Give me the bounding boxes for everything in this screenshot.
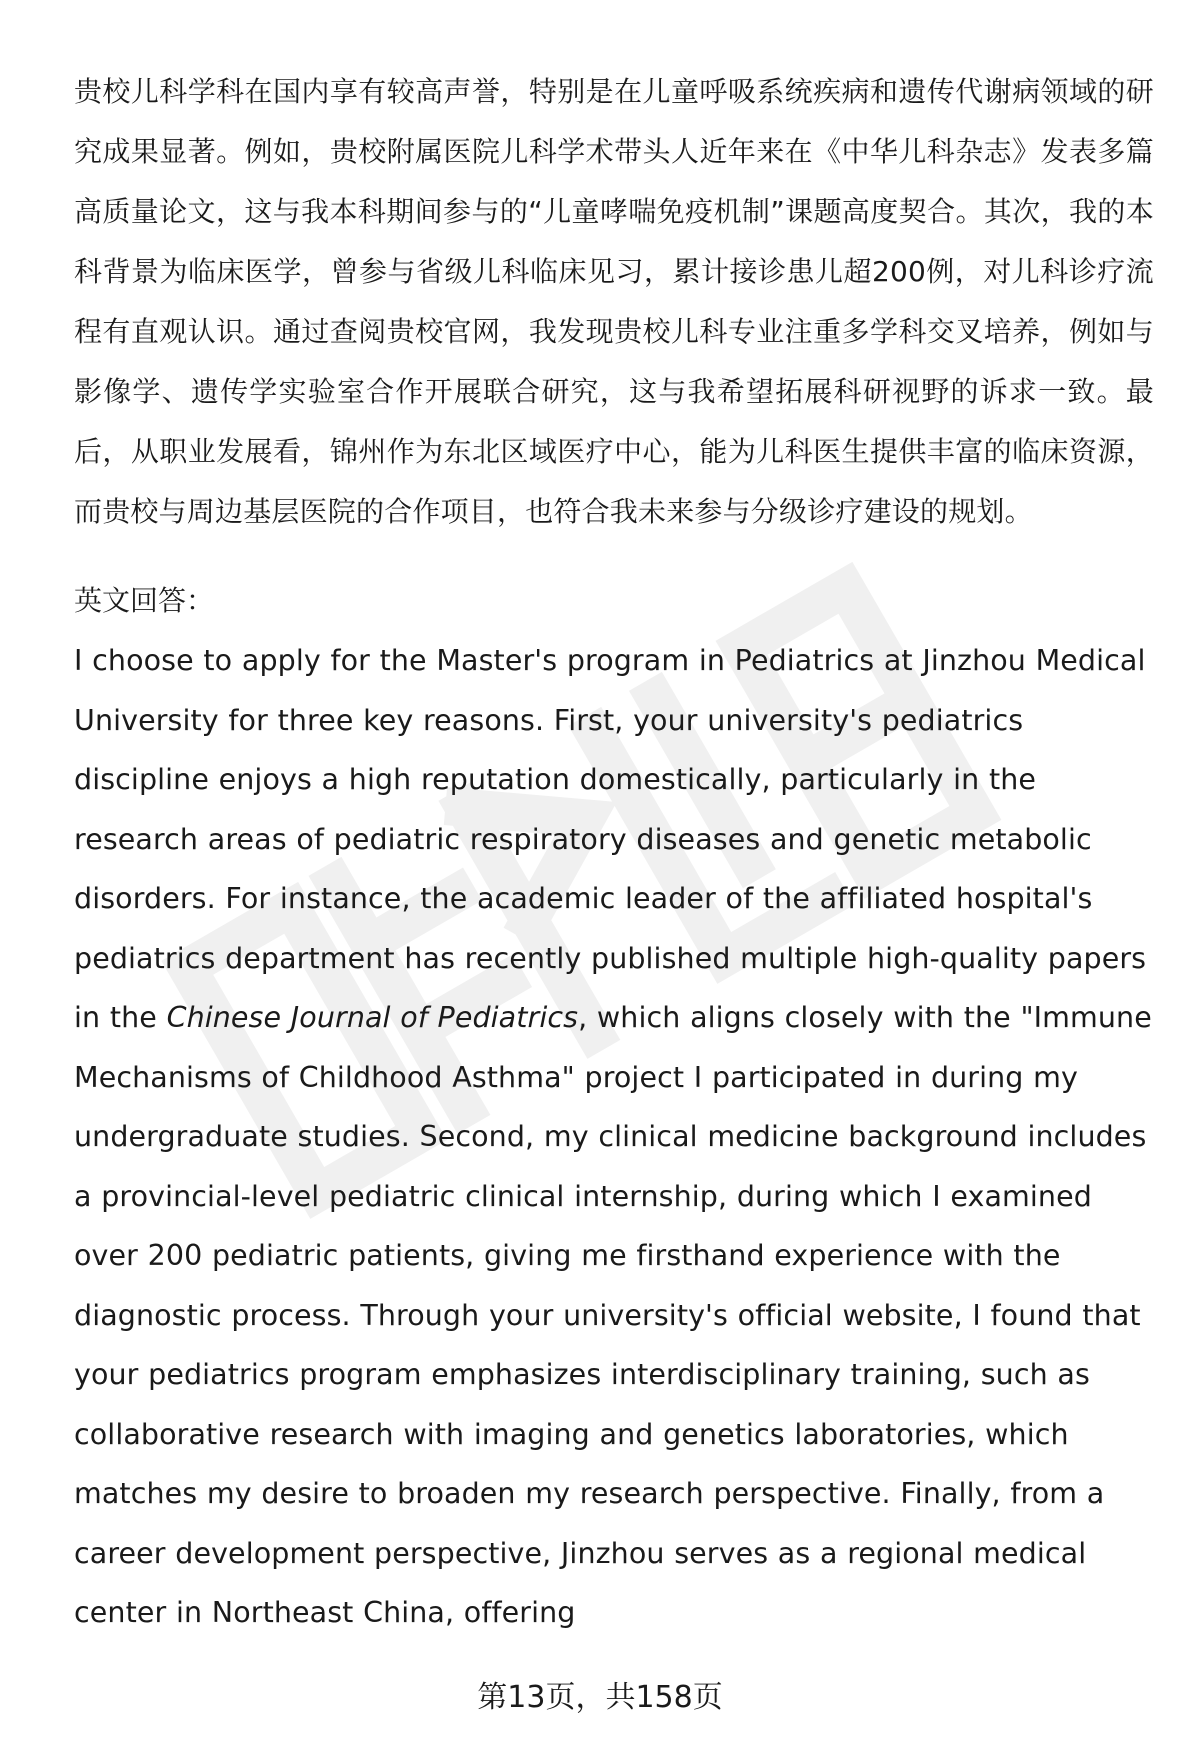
english-paragraph — [74, 631, 1154, 1643]
english-paragraph-part2: , which aligns closely with the "Immune Mechanisms of Childhood Asthma" project I participated in during my undergraduate studies. Second, my clinical medicine background includes a provincial-level pediatric clinical internship, during which I examined over 200 pediatric patients, giving me firsthand experience with the diagnostic process. Through your university's official website, I found that your pediatrics program emphasizes interdisciplinary training, such as collaborative research with imaging and genetics laboratories, which matches my desire to broaden my research perspective. Finally, from a career development perspective, Jinzhou serves as a regional medical center in Northeast China, offering — [74, 1001, 1152, 1629]
document-body — [74, 62, 1154, 1643]
english-paragraph-part1: I choose to apply for the Master's program in Pediatrics at Jinzhou Medical University for three key reasons. First, your university's pediatrics discipline enjoys a high reputation domestically, particularly in the research areas of pediatric respiratory diseases and genetic metabolic disorders. For instance, the academic leader of the affiliated hospital's pediatrics department has recently published multiple high-quality papers in the — [74, 644, 1147, 1034]
page-number-footer: 第13页，共158页 — [477, 1680, 723, 1715]
english-answer-heading: 英文回答： — [74, 584, 215, 617]
chinese-paragraph: 贵校儿科学科在国内享有较高声誉，特别是在儿童呼吸系统疾病和遗传代谢病领域的研究成果显著。例如，贵校附属医院儿科学术带头人近年来在《中华儿科杂志》发表多篇高质量论文，这与我本科期间参与的“儿童哮喘免疫机制”课题高度契合。其次，我的本科背景为临床医学，曾参与省级儿科临床见习，累计接诊患儿超200例，对儿科诊疗流程有直观认识。通过查阅贵校官网，我发现贵校儿科专业注重多学科交叉培养，例如与影像学、遗传学实验室合作开展联合研究，这与我希望拓展科研视野的诉求一致。最后，从职业发展看，锦州作为东北区域医疗中心，能为儿科医生提供丰富的临床资源，而贵校与周边基层医院的合作项目，也符合我未来参与分级诊疗建设的规划。 — [74, 75, 1154, 528]
journal-title: Chinese Journal of Pediatrics — [166, 1001, 579, 1034]
